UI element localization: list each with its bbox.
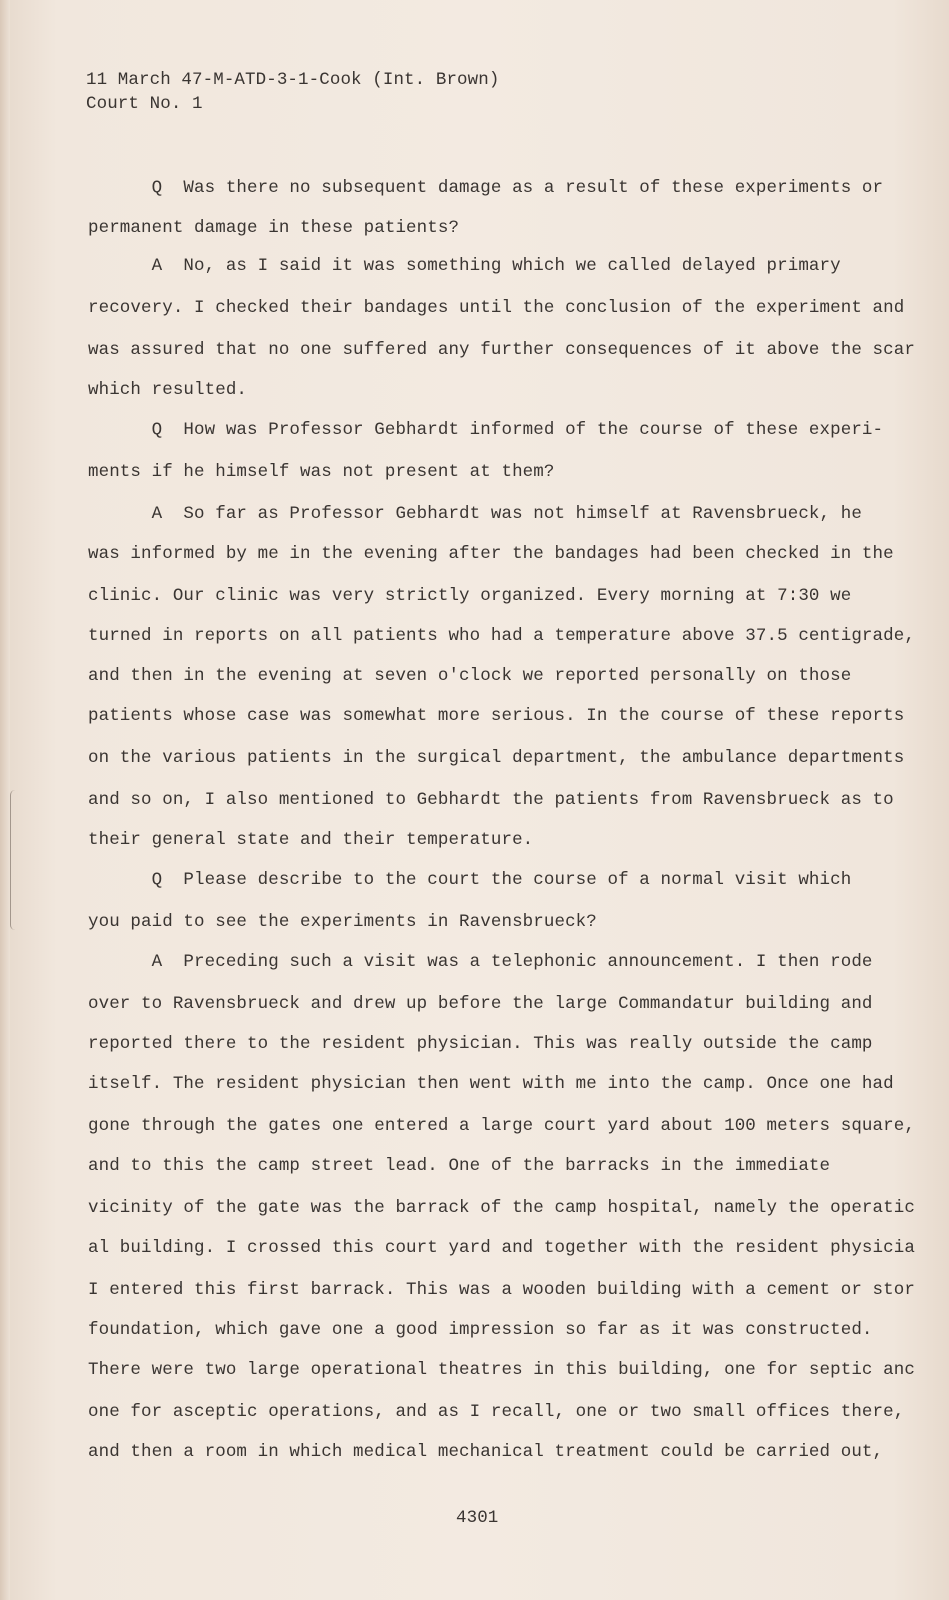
margin-pencil-mark bbox=[10, 790, 15, 930]
testimony-line: There were two large operational theatres in this building, one for septic anc bbox=[88, 1360, 915, 1380]
testimony-line: vicinity of the gate was the barrack of the camp hospital, namely the operatic bbox=[88, 1198, 915, 1218]
testimony-line: over to Ravensbrueck and drew up before the large Commandatur building and bbox=[88, 994, 873, 1014]
testimony-line: one for asceptic operations, and as I recall, one or two small offices there, bbox=[88, 1402, 905, 1422]
testimony-line: foundation, which gave one a good impression so far as it was constructed. bbox=[88, 1320, 873, 1340]
testimony-line: and then in the evening at seven o'clock we reported personally on those bbox=[88, 666, 852, 686]
header-court-line: Court No. 1 bbox=[86, 94, 203, 114]
testimony-line: patients whose case was somewhat more serious. In the course of these reports bbox=[88, 706, 905, 726]
testimony-line: and to this the camp street lead. One of the barracks in the immediate bbox=[88, 1156, 831, 1176]
testimony-line: itself. The resident physician then went with me into the camp. Once one had bbox=[88, 1074, 894, 1094]
testimony-line: clinic. Our clinic was very strictly organized. Every morning at 7:30 we bbox=[88, 586, 852, 606]
testimony-line: A So far as Professor Gebhardt was not himself at Ravensbrueck, he bbox=[88, 504, 862, 524]
testimony-line: I entered this first barrack. This was a wooden building with a cement or stor bbox=[88, 1280, 915, 1300]
page-number: 4301 bbox=[456, 1508, 499, 1528]
testimony-line: A No, as I said it was something which we called delayed primary bbox=[88, 256, 841, 276]
testimony-line: recovery. I checked their bandages until the conclusion of the experiment and bbox=[88, 298, 905, 318]
testimony-line: and so on, I also mentioned to Gebhardt the patients from Ravensbrueck as to bbox=[88, 790, 894, 810]
testimony-line: on the various patients in the surgical department, the ambulance departments bbox=[88, 748, 905, 768]
testimony-line: you paid to see the experiments in Ravensbrueck? bbox=[88, 912, 597, 932]
paper-edge bbox=[0, 0, 10, 1600]
testimony-line: permanent damage in these patients? bbox=[88, 218, 460, 238]
testimony-line: and then a room in which medical mechanical treatment could be carried out, bbox=[88, 1442, 884, 1462]
testimony-line: Q Was there no subsequent damage as a result of these experiments or bbox=[88, 178, 884, 198]
testimony-line: A Preceding such a visit was a telephonic announcement. I then rode bbox=[88, 952, 873, 972]
testimony-line: ments if he himself was not present at them? bbox=[88, 462, 555, 482]
testimony-line: their general state and their temperature. bbox=[88, 830, 534, 850]
header-case-line: 11 March 47-M-ATD-3-1-Cook (Int. Brown) bbox=[86, 70, 500, 90]
testimony-line: was assured that no one suffered any further consequences of it above the scar bbox=[88, 340, 915, 360]
testimony-line: which resulted. bbox=[88, 380, 248, 400]
testimony-line: turned in reports on all patients who had a temperature above 37.5 centigrade, bbox=[88, 626, 915, 646]
testimony-line: was informed by me in the evening after the bandages had been checked in the bbox=[88, 544, 894, 564]
testimony-line: gone through the gates one entered a large court yard about 100 meters square, bbox=[88, 1116, 915, 1136]
testimony-line: al building. I crossed this court yard and together with the resident physicia bbox=[88, 1238, 915, 1258]
testimony-line: Q Please describe to the court the course of a normal visit which bbox=[88, 870, 852, 890]
testimony-line: Q How was Professor Gebhardt informed of the course of these experi- bbox=[88, 420, 884, 440]
testimony-line: reported there to the resident physician. This was really outside the camp bbox=[88, 1034, 873, 1054]
